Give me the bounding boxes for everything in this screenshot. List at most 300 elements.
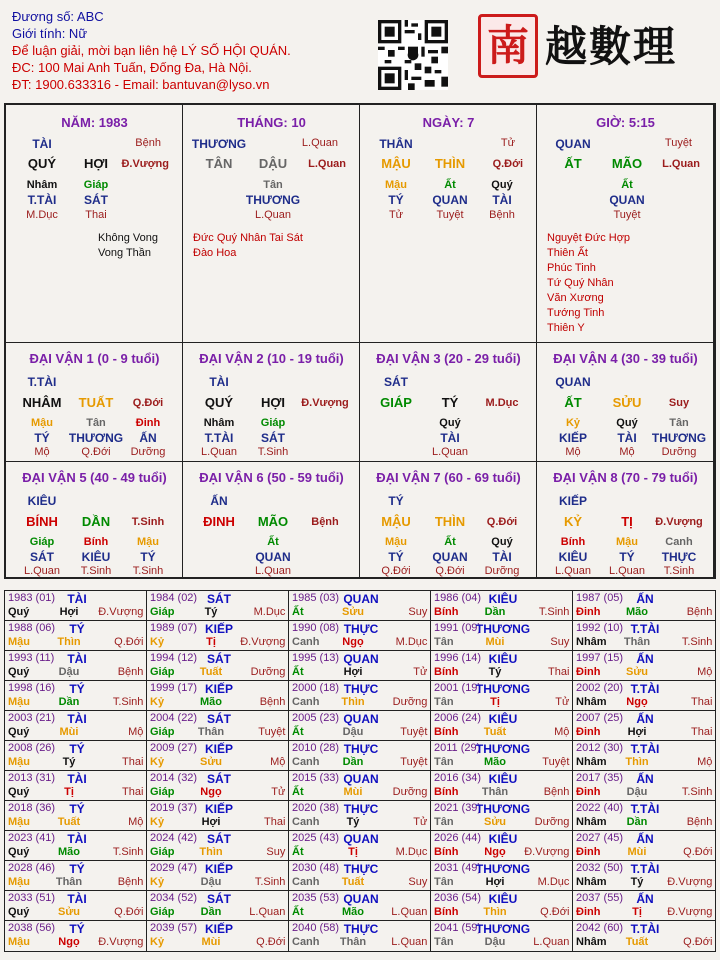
year-stem: Kỷ xyxy=(150,876,165,888)
year-status: Suy xyxy=(266,846,286,858)
hidden-star: QUAN xyxy=(609,193,645,207)
year-status: T.Sinh xyxy=(681,636,713,648)
luck-main-star: QUAN xyxy=(555,375,591,389)
earthly-branch: HỢI xyxy=(260,395,286,410)
year-star: THƯƠNG xyxy=(475,742,531,756)
yearly-fortune-table xyxy=(4,590,716,952)
year-status: Đ.Vượng xyxy=(667,876,713,888)
year-status: Mộ xyxy=(554,726,570,738)
year-stem: Ất xyxy=(292,846,304,858)
earthly-branch: DẦN xyxy=(81,514,111,529)
year-star: ẤN xyxy=(636,652,654,666)
year-label: 2017 (35) xyxy=(576,772,624,784)
year-status: Bệnh xyxy=(686,816,713,828)
year-label: 2024 (42) xyxy=(150,832,198,844)
year-cell xyxy=(289,801,431,831)
year-status: Suy xyxy=(550,636,570,648)
pillar-life-stage: Tử xyxy=(500,137,515,149)
hidden-life-stage: Bệnh xyxy=(489,209,515,221)
year-label: 1983 (01) xyxy=(8,592,56,604)
hidden-life-stage: L.Quan xyxy=(554,565,592,577)
year-stem: Mậu xyxy=(8,936,30,948)
luck-main-star: KIÊU xyxy=(27,494,57,508)
year-stem: Quý xyxy=(8,786,30,798)
pillar-cell xyxy=(537,105,714,343)
year-branch: Thân xyxy=(623,636,651,648)
year-status: T.Sinh xyxy=(112,696,144,708)
year-branch: Tuất xyxy=(483,726,507,738)
year-label: 2019 (37) xyxy=(150,802,198,814)
year-branch: Sửu xyxy=(57,906,81,918)
year-label: 2032 (50) xyxy=(576,862,624,874)
pillar-cell xyxy=(183,105,360,343)
pillar-main-star: THÂN xyxy=(379,137,413,151)
hidden-life-stage: L.Quan xyxy=(254,209,292,221)
year-star: THỰC xyxy=(343,742,379,756)
year-label: 2023 (41) xyxy=(8,832,56,844)
year-cell xyxy=(573,681,715,711)
year-stem: Kỷ xyxy=(150,816,165,828)
year-label: 2008 (26) xyxy=(8,742,56,754)
hidden-star: TÀI xyxy=(617,431,637,445)
luck-period-title: ĐẠI VẬN 5 (40 - 49 tuổi) xyxy=(22,470,167,485)
heavenly-stem: MẬU xyxy=(381,156,411,171)
year-branch: Tị xyxy=(64,786,74,798)
pillar-life-stage: Bệnh xyxy=(135,137,161,149)
year-branch: Tị xyxy=(348,846,358,858)
pillar-status: Q.Đới xyxy=(492,158,523,170)
year-label: 1986 (04) xyxy=(434,592,482,604)
year-cell xyxy=(147,741,289,771)
hidden-star: T.TÀI xyxy=(27,193,57,207)
year-status: L.Quan xyxy=(249,906,286,918)
luck-status: Đ.Vượng xyxy=(655,516,703,528)
year-stem: Giáp xyxy=(150,786,175,798)
pillar-title: THÁNG: 10 xyxy=(237,115,306,130)
hidden-life-stage: T.Sinh xyxy=(663,565,695,577)
year-cell xyxy=(573,651,715,681)
year-label: 2025 (43) xyxy=(292,832,340,844)
hidden-stem: Ất xyxy=(444,179,456,191)
luck-status: Q.Đới xyxy=(132,397,164,409)
hidden-star: QUAN xyxy=(432,550,468,564)
year-label: 2038 (56) xyxy=(8,922,56,934)
year-branch: Thìn xyxy=(483,906,507,918)
year-cell xyxy=(289,771,431,801)
year-stem: Giáp xyxy=(150,846,175,858)
hidden-star: KIẾP xyxy=(558,431,588,445)
year-label: 1997 (15) xyxy=(576,652,624,664)
year-branch: Sửu xyxy=(199,756,223,768)
year-branch: Thìn xyxy=(625,756,649,768)
year-star: KIÊU xyxy=(488,832,518,846)
year-stem: Ất xyxy=(292,726,304,738)
year-star: THƯƠNG xyxy=(475,802,531,816)
year-star: KIÊU xyxy=(488,652,518,666)
year-star: T.TÀI xyxy=(630,922,660,936)
year-status: Suy xyxy=(408,606,428,618)
luck-status: M.Dục xyxy=(485,397,519,409)
year-cell xyxy=(5,621,147,651)
year-stem: Ất xyxy=(292,666,304,678)
year-star: THỰC xyxy=(343,922,379,936)
year-stem: Kỷ xyxy=(150,636,165,648)
year-label: 2028 (46) xyxy=(8,862,56,874)
year-stem: Bính xyxy=(434,906,459,918)
year-label: 2000 (18) xyxy=(292,682,340,694)
year-branch: Dần xyxy=(484,606,506,618)
year-star: KIÊU xyxy=(488,892,518,906)
hidden-stem: Quý xyxy=(491,179,513,191)
year-label: 2033 (51) xyxy=(8,892,56,904)
year-label: 2036 (54) xyxy=(434,892,482,904)
hidden-star: TÝ xyxy=(388,550,404,564)
year-cell xyxy=(147,921,289,951)
year-star: TÀI xyxy=(67,772,87,786)
hidden-life-stage: Dưỡng xyxy=(661,446,697,458)
year-stem: Mậu xyxy=(8,816,30,828)
year-stem: Tân xyxy=(434,696,454,708)
year-label: 2001 (19) xyxy=(434,682,482,694)
hidden-star: TÀI xyxy=(440,431,460,445)
pillar-cell xyxy=(360,105,537,343)
year-cell xyxy=(5,771,147,801)
year-star: THỰC xyxy=(343,682,379,696)
year-cell xyxy=(431,771,573,801)
heavenly-stem: GIÁP xyxy=(380,395,412,410)
year-stem: Canh xyxy=(292,636,320,648)
hidden-stem: Bính xyxy=(83,536,109,548)
year-label: 2016 (34) xyxy=(434,772,482,784)
year-label: 2027 (45) xyxy=(576,832,624,844)
earthly-branch: THÌN xyxy=(434,156,466,171)
year-cell xyxy=(431,711,573,741)
luck-period-title: ĐẠI VẬN 1 (0 - 9 tuổi) xyxy=(29,351,160,366)
year-branch: Hợi xyxy=(59,606,79,618)
year-stem: Tân xyxy=(434,816,454,828)
year-label: 2031 (49) xyxy=(434,862,482,874)
year-cell xyxy=(573,621,715,651)
year-cell xyxy=(573,591,715,621)
brand-logo: 越數理 xyxy=(545,22,678,71)
heavenly-stem: ĐINH xyxy=(203,514,235,529)
year-status: Thai xyxy=(121,786,144,798)
year-branch: Dậu xyxy=(484,936,506,948)
hidden-star: KIÊU xyxy=(558,550,588,564)
luck-main-star: SÁT xyxy=(384,375,408,389)
year-status: Q.Đới xyxy=(114,636,144,648)
year-cell xyxy=(5,921,147,951)
pillar-main-star: QUAN xyxy=(555,137,591,151)
year-label: 1993 (11) xyxy=(8,652,55,664)
luck-status: Q.Đới xyxy=(486,516,518,528)
year-branch: Thân xyxy=(481,786,509,798)
hidden-star: ẤN xyxy=(139,431,157,445)
year-status: Bệnh xyxy=(686,606,713,618)
year-star: KIẾP xyxy=(204,802,234,816)
year-label: 1990 (08) xyxy=(292,622,340,634)
special-star: Tứ Quý Nhân xyxy=(547,277,614,289)
year-stem: Canh xyxy=(292,936,320,948)
year-stem: Bính xyxy=(434,606,459,618)
year-branch: Mão xyxy=(58,846,80,858)
year-status: Suy xyxy=(408,876,428,888)
year-cell xyxy=(5,711,147,741)
year-status: M.Dục xyxy=(395,846,428,858)
year-label: 2020 (38) xyxy=(292,802,340,814)
year-stem: Bính xyxy=(434,846,459,858)
year-status: M.Dục xyxy=(395,636,428,648)
hidden-life-stage: T.Sinh xyxy=(257,446,289,458)
year-status: Đ.Vượng xyxy=(98,936,144,948)
special-star: Vong Thần xyxy=(98,247,152,259)
earthly-branch: TÝ xyxy=(441,395,459,410)
year-cell xyxy=(573,921,715,951)
year-cell xyxy=(5,831,147,861)
year-star: T.TÀI xyxy=(630,622,660,636)
year-cell xyxy=(5,891,147,921)
year-stem: Đinh xyxy=(576,786,601,798)
hidden-life-stage: Tử xyxy=(388,209,404,221)
year-cell xyxy=(573,861,715,891)
year-stem: Bính xyxy=(434,786,459,798)
hidden-stem: Giáp xyxy=(83,179,109,191)
year-branch: Dần xyxy=(342,756,364,768)
hidden-stem: Mậu xyxy=(137,536,159,548)
year-branch: Mão xyxy=(342,906,364,918)
year-branch: Sửu xyxy=(625,666,649,678)
year-cell xyxy=(289,831,431,861)
year-status: L.Quan xyxy=(391,936,428,948)
year-stem: Mậu xyxy=(8,636,30,648)
year-label: 2005 (23) xyxy=(292,712,340,724)
year-stem: Kỷ xyxy=(150,756,165,768)
year-status: Tử xyxy=(413,666,428,678)
pillar-status: Đ.Vượng xyxy=(121,158,169,170)
hidden-star: TÀI xyxy=(492,550,512,564)
hidden-stem: Nhâm xyxy=(26,179,58,191)
year-star: KIẾP xyxy=(204,922,234,936)
year-label: 1995 (13) xyxy=(292,652,340,664)
year-label: 2007 (25) xyxy=(576,712,624,724)
year-star: THỰC xyxy=(343,802,379,816)
year-stem: Tân xyxy=(434,756,454,768)
special-star: Đào Hoa xyxy=(193,247,237,259)
year-status: Q.Đới xyxy=(256,936,286,948)
year-star: SÁT xyxy=(207,652,231,666)
year-branch: Dậu xyxy=(626,786,648,798)
year-cell xyxy=(431,801,573,831)
luck-status: T.Sinh xyxy=(131,516,165,528)
year-label: 2040 (58) xyxy=(292,922,340,934)
hidden-life-stage: L.Quan xyxy=(23,565,61,577)
year-cell xyxy=(431,891,573,921)
year-stem: Ất xyxy=(292,606,304,618)
year-branch: Hợi xyxy=(485,876,505,888)
year-status: Tử xyxy=(271,786,286,798)
year-label: 1988 (06) xyxy=(8,622,56,634)
earthly-branch: TUẤT xyxy=(78,395,114,410)
hidden-life-stage: Thai xyxy=(85,209,107,221)
hidden-life-stage: L.Quan xyxy=(608,565,646,577)
pillar-main-star: THƯƠNG xyxy=(191,137,247,151)
hidden-life-stage: Q.Đới xyxy=(381,565,411,577)
hidden-star: TÀI xyxy=(492,193,512,207)
year-cell xyxy=(147,801,289,831)
year-branch: Tý xyxy=(62,756,76,768)
year-label: 1992 (10) xyxy=(576,622,624,634)
year-star: T.TÀI xyxy=(630,802,660,816)
year-star: T.TÀI xyxy=(630,682,660,696)
year-stem: Quý xyxy=(8,846,30,858)
year-stem: Mậu xyxy=(8,756,30,768)
year-star: TÀI xyxy=(67,712,87,726)
year-cell xyxy=(147,591,289,621)
year-status: Dưỡng xyxy=(534,816,570,828)
year-label: 1987 (05) xyxy=(576,592,624,604)
year-cell xyxy=(289,921,431,951)
hidden-stem: Mậu xyxy=(31,417,53,429)
year-star: KIẾP xyxy=(204,742,234,756)
year-stem: Giáp xyxy=(150,726,175,738)
year-branch: Mão xyxy=(484,756,506,768)
luck-main-star: ẤN xyxy=(210,494,228,508)
luck-period-title: ĐẠI VẬN 3 (20 - 29 tuổi) xyxy=(376,351,521,366)
pillar-title: NGÀY: 7 xyxy=(422,115,475,130)
year-star: TÝ xyxy=(69,922,85,936)
year-star: ẤN xyxy=(636,832,654,846)
year-branch: Tý xyxy=(204,606,218,618)
hidden-stem: Ất xyxy=(621,179,633,191)
year-cell xyxy=(147,771,289,801)
year-star: ẤN xyxy=(636,712,654,726)
year-star: QUAN xyxy=(343,892,379,906)
pillar-status: L.Quan xyxy=(308,158,346,170)
hidden-star: SÁT xyxy=(84,193,108,207)
hidden-stem: Ất xyxy=(444,536,456,548)
year-star: THỰC xyxy=(343,862,379,876)
year-label: 1994 (12) xyxy=(150,652,198,664)
hidden-star: TÝ xyxy=(388,193,404,207)
hidden-star: T.TÀI xyxy=(204,431,234,445)
year-cell xyxy=(289,591,431,621)
year-cell xyxy=(147,831,289,861)
year-label: 2018 (36) xyxy=(8,802,56,814)
year-label: 2021 (39) xyxy=(434,802,482,814)
year-stem: Ất xyxy=(292,786,304,798)
year-status: Bệnh xyxy=(259,696,286,708)
hidden-star: THƯƠNG xyxy=(651,431,707,445)
luck-main-star: TÀI xyxy=(209,375,229,389)
hidden-star: THƯƠNG xyxy=(245,193,301,207)
year-status: Thai xyxy=(547,666,570,678)
luck-period-cell xyxy=(360,462,537,579)
year-label: 2013 (31) xyxy=(8,772,56,784)
year-stem: Canh xyxy=(292,696,320,708)
hidden-life-stage: L.Quan xyxy=(200,446,238,458)
hidden-life-stage: T.Sinh xyxy=(132,565,164,577)
hidden-star: TÝ xyxy=(619,550,635,564)
year-stem: Mậu xyxy=(8,696,30,708)
year-stem: Canh xyxy=(292,756,320,768)
luck-status: Đ.Vượng xyxy=(301,397,349,409)
luck-period-cell xyxy=(360,343,537,462)
luck-period-cell xyxy=(183,343,360,462)
year-stem: Giáp xyxy=(150,906,175,918)
hidden-stem: Quý xyxy=(439,417,461,429)
hidden-life-stage: T.Sinh xyxy=(80,565,112,577)
heavenly-stem: ẤT xyxy=(564,395,582,410)
year-status: Bệnh xyxy=(117,876,144,888)
bazi-chart xyxy=(4,103,716,579)
hidden-life-stage: L.Quan xyxy=(254,565,292,577)
year-stem: Quý xyxy=(8,666,30,678)
year-label: 2003 (21) xyxy=(8,712,56,724)
year-status: Đ.Vượng xyxy=(98,606,144,618)
year-cell xyxy=(431,861,573,891)
year-status: Q.Đới xyxy=(683,846,713,858)
hidden-life-stage: Q.Đới xyxy=(81,446,111,458)
year-branch: Dần xyxy=(626,816,648,828)
year-cell xyxy=(573,741,715,771)
year-status: Q.Đới xyxy=(114,906,144,918)
year-label: 2041 (59) xyxy=(434,922,482,934)
seal-character: 南 xyxy=(486,21,529,70)
year-cell xyxy=(431,741,573,771)
header-info xyxy=(12,8,342,93)
year-label: 1985 (03) xyxy=(292,592,340,604)
year-branch: Tị xyxy=(206,636,216,648)
year-branch: Mão xyxy=(626,606,648,618)
year-branch: Hợi xyxy=(201,816,221,828)
hidden-star: TÝ xyxy=(140,550,156,564)
luck-period-title: ĐẠI VẬN 4 (30 - 39 tuổi) xyxy=(553,351,698,366)
year-star: QUAN xyxy=(343,772,379,786)
year-stem: Nhâm xyxy=(576,756,607,768)
year-star: T.TÀI xyxy=(630,862,660,876)
year-star: TÝ xyxy=(69,622,85,636)
luck-status: Suy xyxy=(668,397,690,409)
year-status: Tuyệt xyxy=(258,726,286,738)
earthly-branch: TỊ xyxy=(621,514,633,529)
year-star: KIÊU xyxy=(488,772,518,786)
year-star: ẤN xyxy=(636,892,654,906)
hidden-life-stage: Tuyệt xyxy=(436,209,464,221)
year-star: KIẾP xyxy=(204,682,234,696)
year-branch: Thìn xyxy=(341,696,365,708)
year-label: 1991 (09) xyxy=(434,622,482,634)
year-cell xyxy=(431,831,573,861)
year-stem: Tân xyxy=(434,636,454,648)
pillar-status: L.Quan xyxy=(662,158,700,170)
year-label: 1996 (14) xyxy=(434,652,482,664)
pillar-title: NĂM: 1983 xyxy=(61,115,128,130)
year-stem: Quý xyxy=(8,606,30,618)
year-branch: Mùi xyxy=(485,636,505,648)
year-status: Đ.Vượng xyxy=(240,636,286,648)
year-star: TÝ xyxy=(69,862,85,876)
year-status: Bệnh xyxy=(543,786,570,798)
year-star: TÝ xyxy=(69,742,85,756)
year-star: SÁT xyxy=(207,772,231,786)
year-star: KIÊU xyxy=(488,592,518,606)
year-cell xyxy=(5,741,147,771)
year-status: Bệnh xyxy=(117,666,144,678)
hidden-life-stage: Dưỡng xyxy=(130,446,166,458)
year-branch: Dậu xyxy=(58,666,80,678)
year-star: QUAN xyxy=(343,712,379,726)
year-star: TÀI xyxy=(67,832,87,846)
